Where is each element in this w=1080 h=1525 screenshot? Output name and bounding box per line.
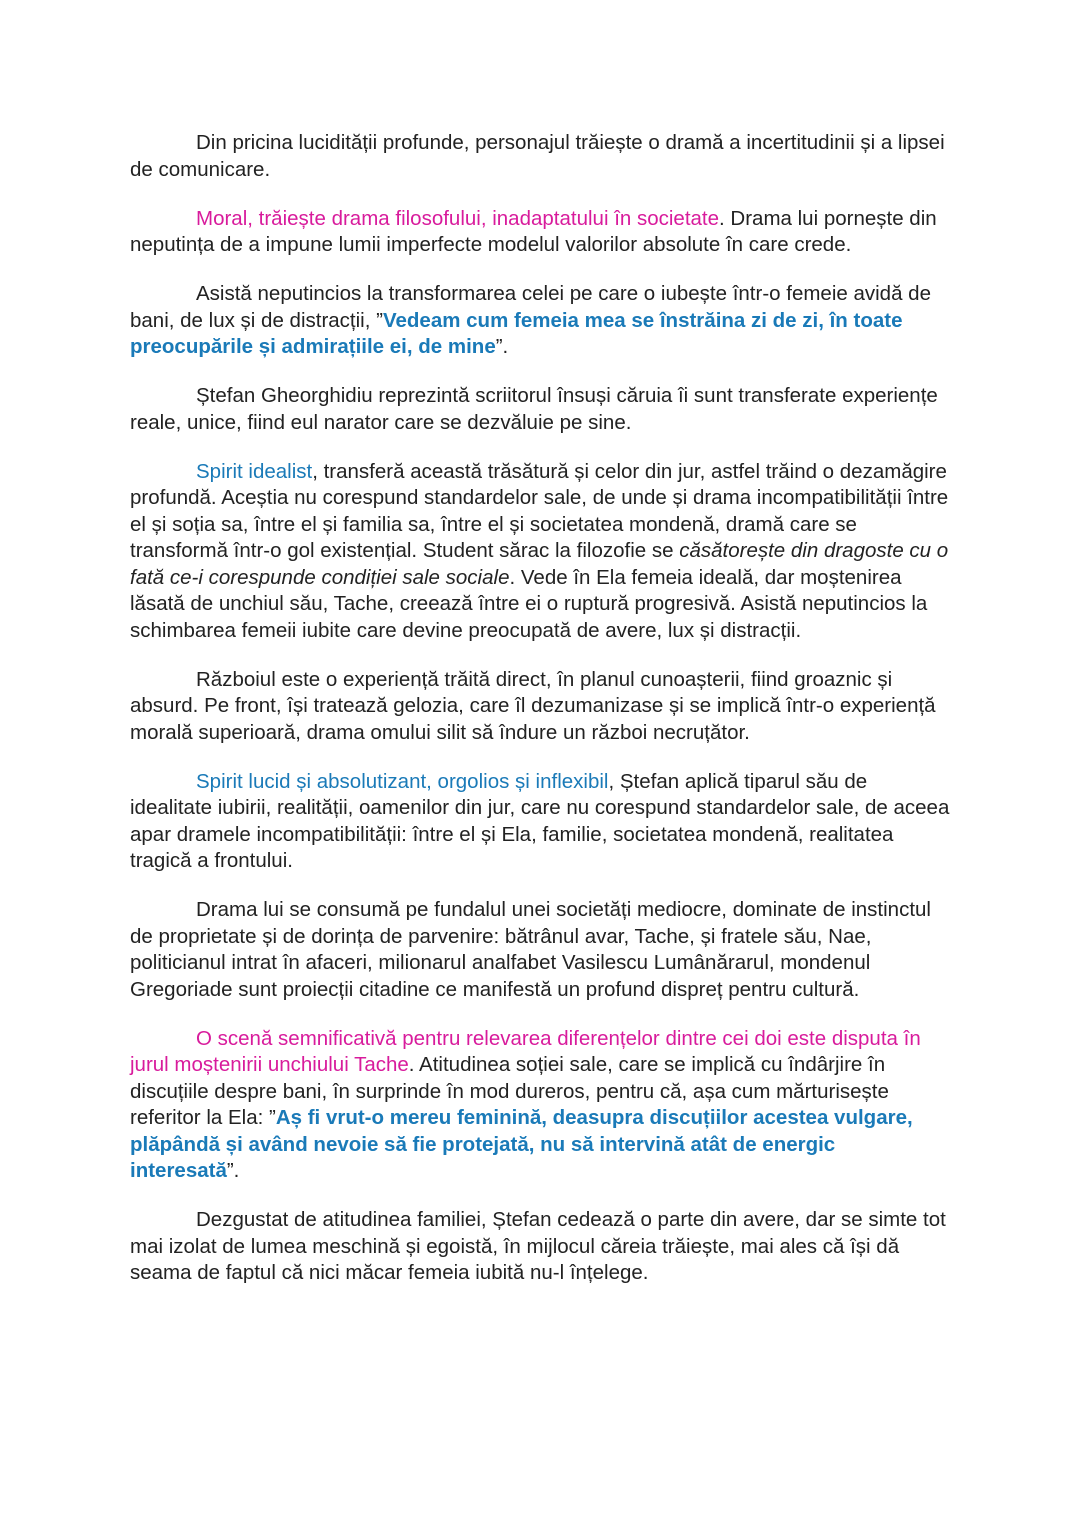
paragraph [130, 1207, 950, 1287]
character-trait-phrase: Spirit idealist [196, 459, 313, 483]
paragraph [130, 281, 950, 361]
highlighted-phrase: O scenă semnificativă pentru relevarea diferențelor dintre cei doi este disputa în jurul moștenirii unchiului Tache [130, 1026, 921, 1076]
text-segment: . Atitudinea soției sale, care se implică cu îndârjire în discuțiile despre bani, în surprinde în mod dureros, pentru că, așa cum mărturisește referitor la Ela: ” [130, 1053, 889, 1129]
character-trait-phrase: Spirit lucid și absolutizant, orgolios și inflexibil [196, 769, 609, 793]
text-segment: ”. [495, 335, 509, 358]
paragraph [130, 206, 950, 259]
text-segment: . Drama lui pornește din neputința de a impune lumii imperfecte modelul valorilor absolute în care crede. [130, 206, 937, 256]
paragraph [130, 130, 950, 183]
paragraph [130, 383, 950, 436]
paragraph [130, 459, 950, 645]
quotation: Vedeam cum femeia mea se înstrăina zi de zi, în toate preocupările și admirațiile ei, de mine [130, 308, 903, 358]
emphasized-phrase: căsătorește din dragoste cu o fată ce-i corespunde condiției sale sociale [130, 539, 949, 589]
paragraph [130, 897, 950, 1003]
text-segment: Drama lui se consumă pe fundalul unei societăți mediocre, dominate de instinctul de proprietate și de dorința de parvenire: bătrânul avar, Tache, și fratele său, Nae, politicianul intrat în afaceri, milionarul analfabet Vasilescu Lumânărarul, mondenul Gregoriade sunt proiecții citadine ce manifestă un profund dispreț pentru cultură. [130, 898, 931, 1001]
text-segment: Asistă neputincios la transformarea celei pe care o iubește într-o femeie avidă de bani, de lux și de distracții, ” [130, 282, 931, 332]
paragraph [130, 667, 950, 747]
text-segment: . Vede în Ela femeia ideală, dar moștenirea lăsată de unchiul său, Tache, creează între ei o ruptură progresivă. Asistă neputincios la schimbarea femeii iubite care devine preocupată de avere, lux și distracții. [130, 565, 928, 642]
document-page [130, 130, 950, 1309]
text-segment: Războiul este o experiență trăită direct, în planul cunoașterii, fiind groaznic și absurd. Pe front, își tratează gelozia, care îl dezumanizase și se implică într-o experiență morală superioară, drama omului silit să îndure un război necruțător. [130, 667, 936, 744]
paragraph [130, 769, 950, 875]
text-segment: , transferă această trăsătură și celor din jur, astfel trăind o dezamăgire profundă. Aceștia nu corespund standardelor sale, de unde și drama incompatibilității între el și soția sa, între el și familia sa, între el și societatea mondenă, dramă care se transformă într-o gol existențial. Student sărac la filozofie se [130, 459, 949, 562]
text-segment: , Ștefan aplică tiparul său de idealitate iubirii, realității, oamenilor din jur, care nu corespund standardelor sale, de aceea apar dramele incompatibilității: între el și Ela, familie, societatea mondenă, realitatea tragică a frontului. [130, 769, 950, 872]
text-segment: ”. [226, 1159, 240, 1182]
text-segment: Dezgustat de atitudinea familiei, Ștefan cedează o parte din avere, dar se simte tot mai izolat de lumea meschină și egoistă, în mijlocul căreia trăiește, mai ales că își dă seama de faptul că nici măcar femeia iubită nu-l înțelege. [130, 1208, 946, 1284]
paragraph [130, 1026, 950, 1185]
quotation: Aș fi vrut-o mereu feminină, deasupra discuțiilor acestea vulgare, plăpândă și având nevoie să fie protejată, nu să intervină atât de energic interesată [130, 1106, 913, 1182]
text-segment: Din pricina lucidității profunde, personajul trăiește o dramă a incertitudinii și a lipsei de comunicare. [130, 131, 945, 181]
highlighted-phrase: Moral, trăiește drama filosofului, inadaptatului în societate [196, 206, 720, 230]
text-segment: Ștefan Gheorghidiu reprezintă scriitorul însuși căruia îi sunt transferate experiențe reale, unice, fiind eul narator care se dezvăluie pe sine. [130, 384, 938, 434]
